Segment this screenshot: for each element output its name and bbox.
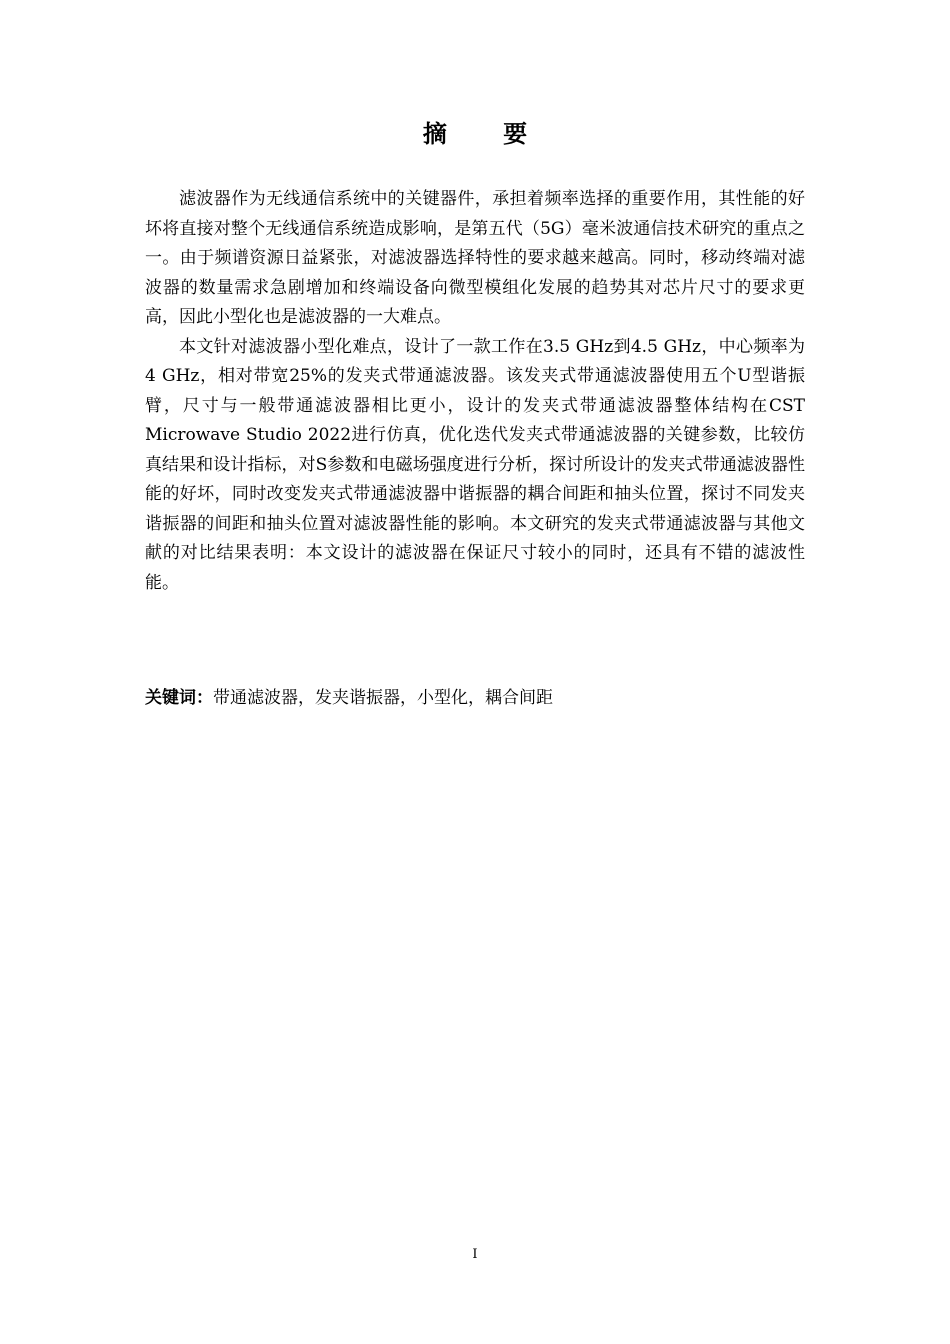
keywords-value: 带通滤波器，发夹谐振器，小型化，耦合间距 <box>213 688 553 708</box>
page-title: 摘 要 <box>422 120 552 148</box>
keywords-label: 关键词： <box>145 688 213 708</box>
abstract-paragraph: 滤波器作为无线通信系统中的关键器件，承担着频率选择的重要作用，其性能的好坏将直接对整个无线通信系统造成影响，是第五代（5G）毫米波通信技术研究的重点之一。由于频谱资源日益紧张，对滤波器选择特性的要求越来越高。同时，移动终端对滤波器的数量需求急剧增加和终端设备向微型模组化发展的趋势其对芯片尺寸的要求更高，因此小型化也是滤波器的一大难点。 <box>145 189 805 327</box>
abstract-body <box>145 185 805 598</box>
keywords-line <box>145 684 805 712</box>
abstract-paragraph: 本文针对滤波器小型化难点，设计了一款工作在3.5 GHz到4.5 GHz，中心频率为4 GHz，相对带宽25%的发夹式带通滤波器。该发夹式带通滤波器使用五个U型谐振臂，尺寸与一般带通滤波器相比更小，设计的发夹式带通滤波器整体结构在CST Microwave Studio 2022进行仿真，优化迭代发夹式带通滤波器的关键参数，比较仿真结果和设计指标，对S参数和电磁场强度进行分析，探讨所设计的发夹式带通滤波器性能的好坏，同时改变发夹式带通滤波器中谐振器的耦合间距和抽头位置，探讨不同发夹谐振器的间距和抽头位置对滤波器性能的影响。本文研究的发夹式带通滤波器与其他文献的对比结果表明：本文设计的滤波器在保证尺寸较小的同时，还具有不错的滤波性能。 <box>145 336 805 593</box>
page-number: I <box>472 1247 478 1262</box>
